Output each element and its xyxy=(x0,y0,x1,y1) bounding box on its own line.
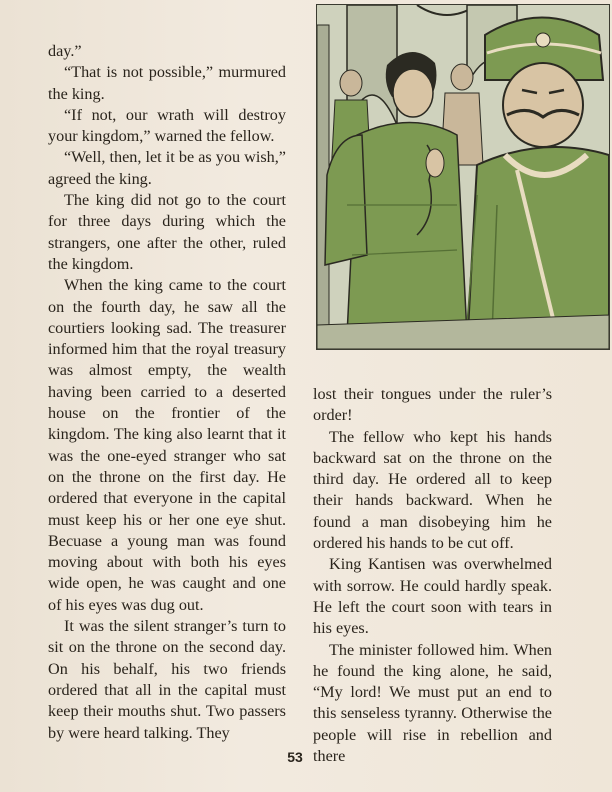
paragraph: The minister followed him. When he found the king alone, he said, “My lord! We must put an end to this senseless tyranny. Otherwise the people will rise in rebellion and there xyxy=(313,640,552,766)
paragraph: The king did not go to the court for three days during which the strangers, one after the other, ruled the kingdom. xyxy=(48,191,286,273)
paragraph: lost their tongues under the ruler’s order! xyxy=(313,385,552,425)
paragraph: The fellow who kept his hands backward sat on the throne on the third day. He ordered all to keep their hands backward. When he found a man disobeying him he ordered his hands to be cut off. xyxy=(313,427,552,553)
left-text-column xyxy=(48,41,286,744)
paragraph: When the king came to the court on the fourth day, he saw all the courtiers looking sad. The treasurer informed him that the royal treasury was almost empty, the wealth having been carried to a deserted house on the frontier of the kingdom. The king also learnt that it was the one-eyed stranger who sat on the throne on the first day. He ordered that everyone in the capital must keep his or her one eye shut. Becuase a young man was found moving about with both his eyes wide open, he was caught and one of his eyes was dug out. xyxy=(48,276,286,614)
page-number: 53 xyxy=(287,749,303,765)
paragraph: “Well, then, let it be as you wish,” agreed the king. xyxy=(48,148,286,188)
paragraph: day.” xyxy=(48,42,82,60)
paragraph: It was the silent stranger’s turn to sit on the throne on the second day. On his behalf, his two friends ordered that all in the capital must keep their mouths shut. Two passers by were heard talking. They xyxy=(48,617,286,742)
paragraph: King Kantisen was overwhelmed with sorrow. He could hardly speak. He left the court soon with tears in his eyes. xyxy=(313,555,552,638)
story-illustration xyxy=(316,4,610,350)
right-text-column xyxy=(313,384,552,767)
paragraph: “That is not possible,” murmured the king. xyxy=(48,63,286,103)
illustration-drawing xyxy=(317,5,609,349)
paragraph: “If not, our wrath will destroy your kingdom,” warned the fellow. xyxy=(48,105,286,146)
